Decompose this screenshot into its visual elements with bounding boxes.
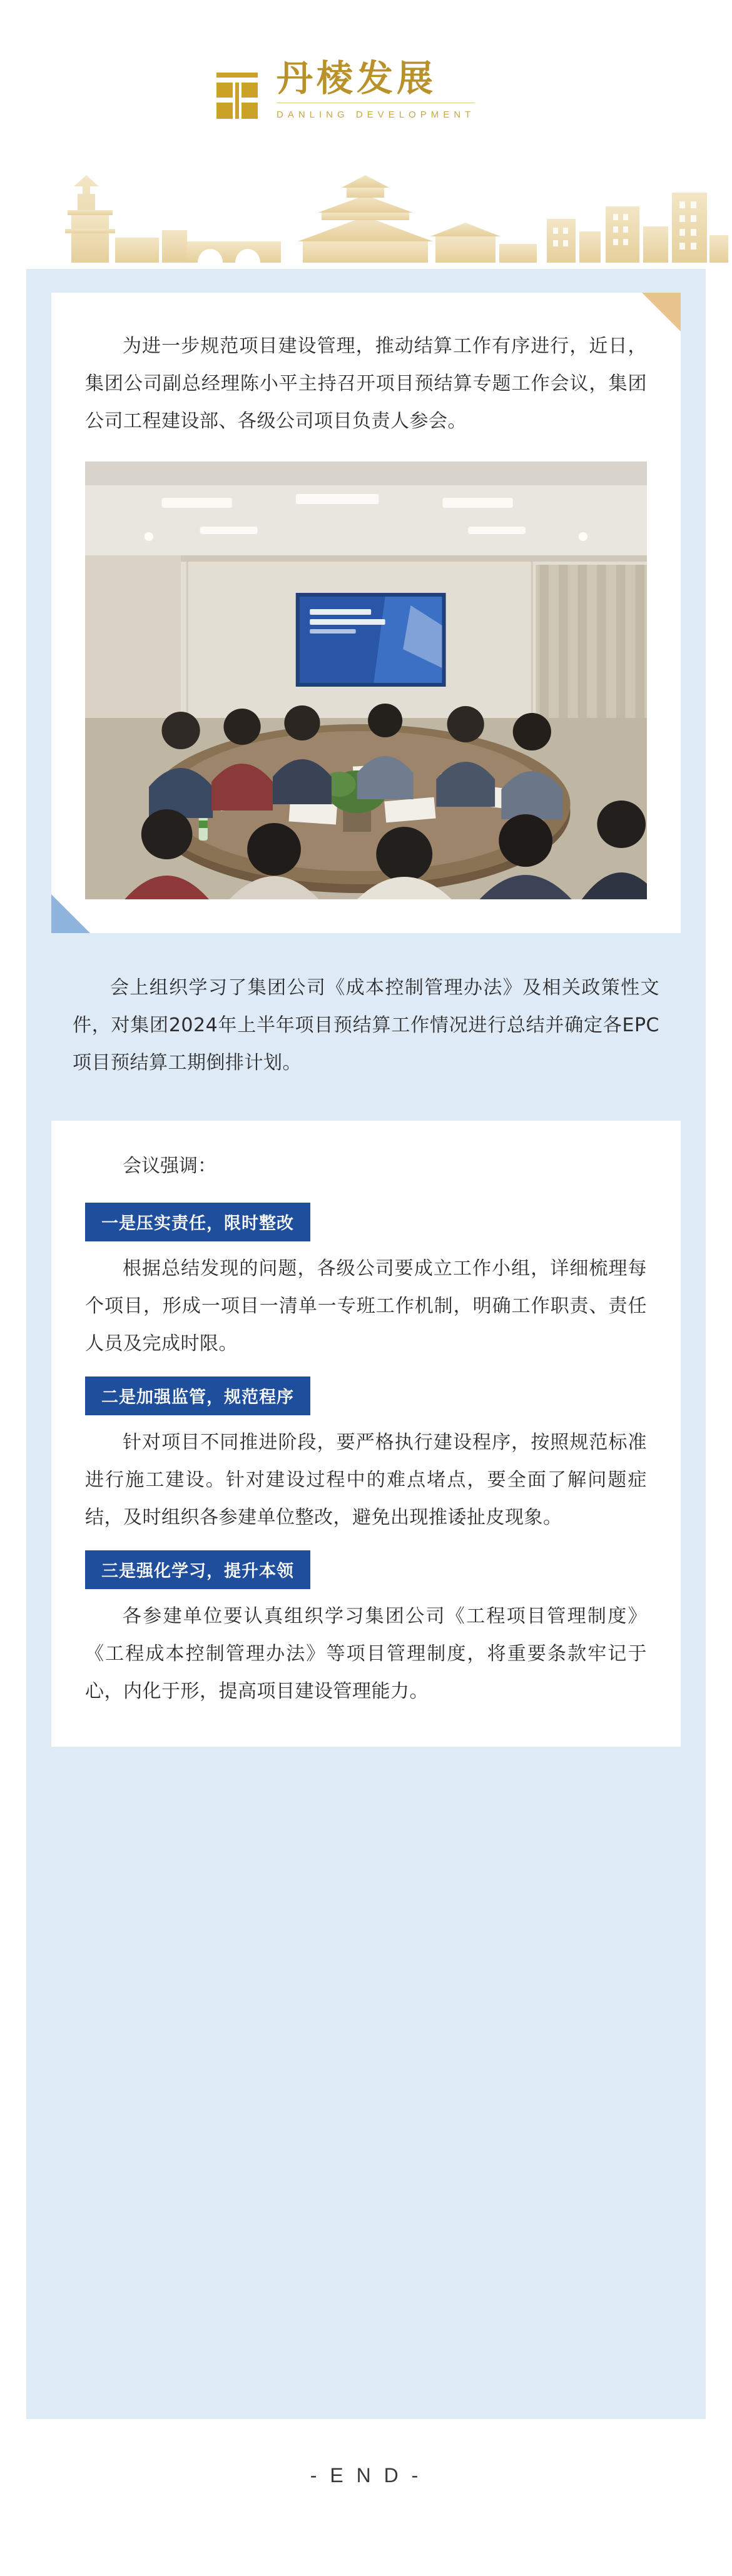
content-panel xyxy=(26,269,706,2419)
paragraph-2-block xyxy=(73,969,659,1082)
intro-card xyxy=(51,293,681,933)
emphasis-card xyxy=(51,1121,681,1747)
emphasis-item xyxy=(85,1363,647,1537)
meeting-photo xyxy=(85,462,647,899)
page-header xyxy=(0,0,732,269)
paragraph-2: 会上组织学习了集团公司《成本控制管理办法》及相关政策性文件，对集团2024年上半年项目预结算工作情况进行总结并确定各EPC项目预结算工期倒排计划。 xyxy=(73,977,659,1074)
emphasis-tag-3: 三是强化学习，提升本领 xyxy=(85,1550,310,1589)
city-skyline-icon xyxy=(53,119,732,269)
brand-name-en: DANLING DEVELOPMENT xyxy=(277,109,475,120)
emphasis-tag-2: 二是加强监管，规范程序 xyxy=(85,1376,310,1415)
emphasis-lead: 会议强调： xyxy=(123,1155,216,1177)
brand-text xyxy=(277,59,475,121)
emphasis-tag-1: 一是压实责任，限时整改 xyxy=(85,1203,310,1241)
end-label: - E N D - xyxy=(310,2464,422,2487)
emphasis-text-2: 针对项目不同推进阶段，要严格执行建设程序，按照规范标准进行施工建设。针对建设过程中的难点堵点，要全面了解问题症结，及时组织各参建单位整改，避免出现推诿扯皮现象。 xyxy=(85,1432,647,1528)
brand-name-cn: 丹棱发展 xyxy=(277,57,437,99)
corner-accent-blue-icon xyxy=(51,894,90,933)
window-grid-logo-icon xyxy=(214,69,260,121)
brand-logo xyxy=(214,59,475,121)
emphasis-item xyxy=(85,1189,647,1363)
corner-accent-gold-icon xyxy=(642,293,681,331)
emphasis-text-3: 各参建单位要认真组织学习集团公司《工程项目管理制度》《工程成本控制管理办法》等项目管理制度，将重要条款牢记于心，内化于形，提高项目建设管理能力。 xyxy=(85,1605,647,1702)
emphasis-item xyxy=(85,1537,647,1710)
emphasis-text-1: 根据总结发现的问题，各级公司要成立工作小组，详细梳理每个项目，形成一项目一清单一专班工作机制，明确工作职责、责任人员及完成时限。 xyxy=(85,1258,647,1355)
header-inner xyxy=(26,0,706,269)
paragraph-1: 为进一步规范项目建设管理，推动结算工作有序进行，近日，集团公司副总经理陈小平主持召开项目预结算专题工作会议，集团公司工程建设部、各级公司项目负责人参会。 xyxy=(85,335,647,432)
